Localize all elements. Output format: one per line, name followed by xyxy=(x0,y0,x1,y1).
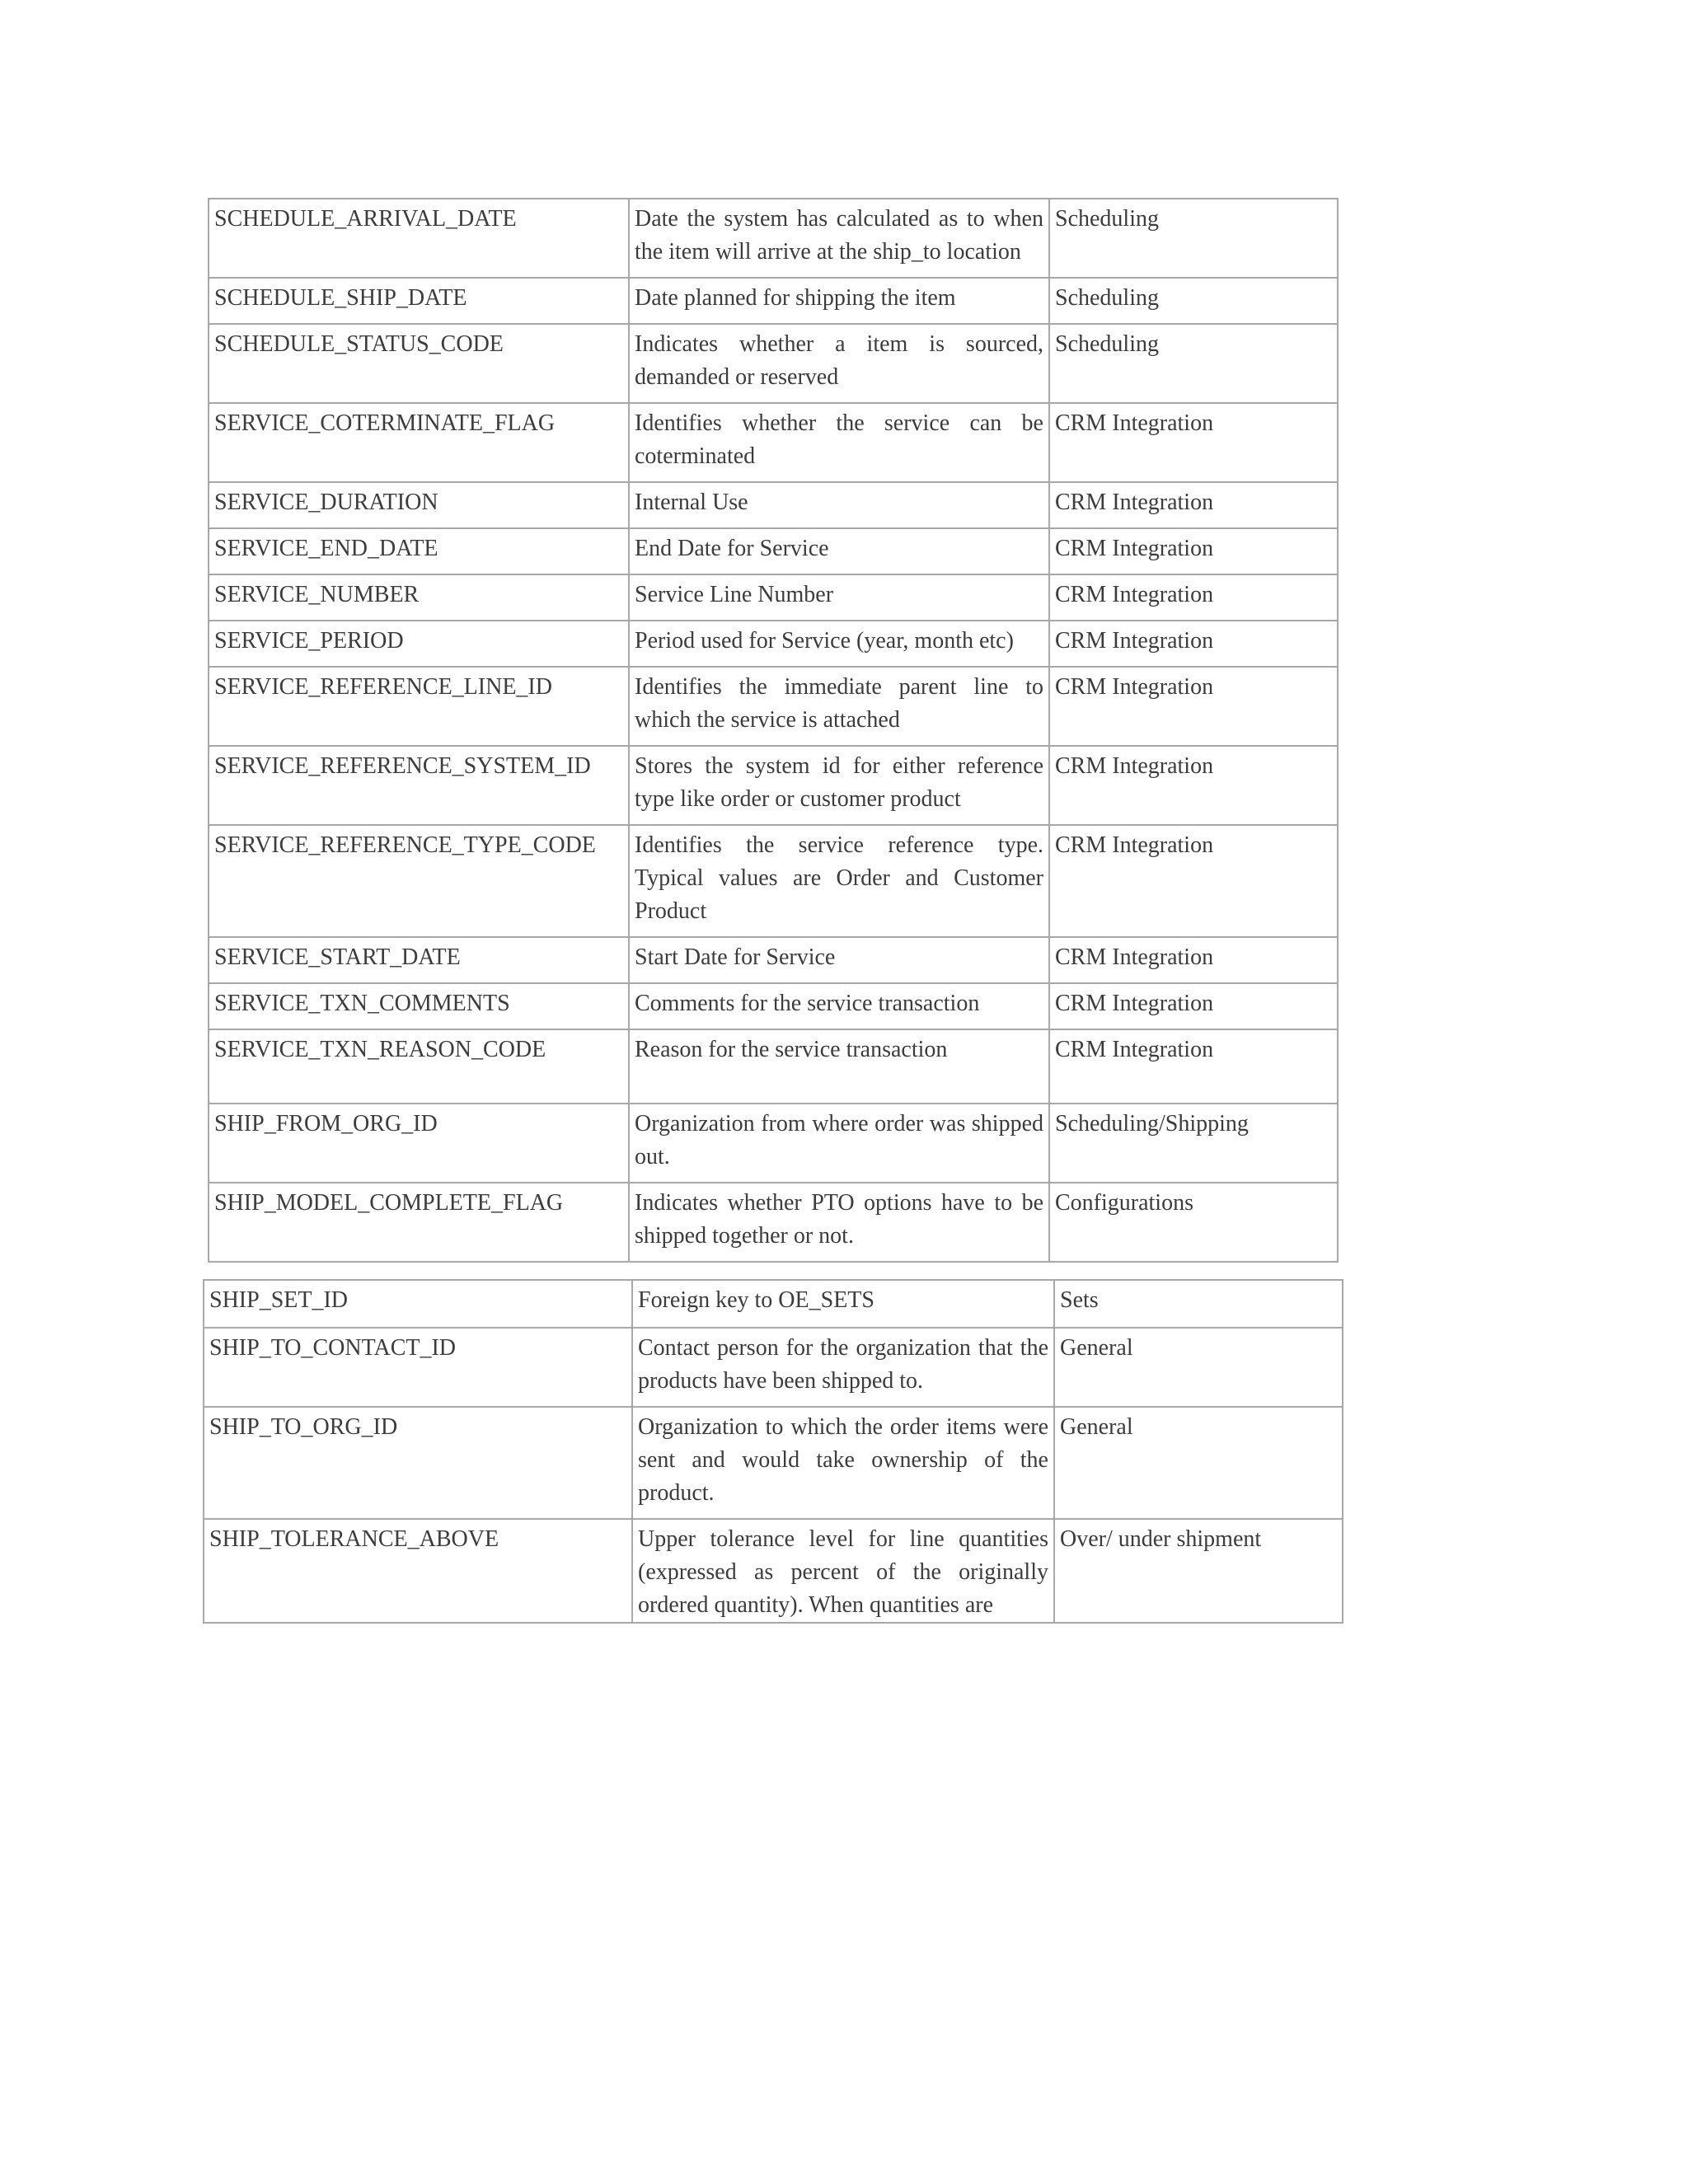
table-row xyxy=(209,199,1338,278)
category-cell: CRM Integration xyxy=(1049,667,1338,746)
table-row xyxy=(209,278,1338,324)
description-cell: Identifies whether the service can be coterminated xyxy=(629,403,1049,482)
field-name-cell: SCHEDULE_ARRIVAL_DATE xyxy=(209,199,629,278)
category-cell: Sets xyxy=(1054,1280,1343,1328)
category-cell: CRM Integration xyxy=(1049,403,1338,482)
description-cell: Reason for the service transaction xyxy=(629,1029,1049,1104)
description-cell: Stores the system id for either reference type like order or customer product xyxy=(629,746,1049,825)
field-name-cell: SERVICE_DURATION xyxy=(209,482,629,528)
description-cell: Upper tolerance level for line quantities (expressed as percent of the originally ordered quantity). When quantities are xyxy=(632,1519,1054,1623)
category-cell: CRM Integration xyxy=(1049,621,1338,667)
field-name-cell: SERVICE_END_DATE xyxy=(209,528,629,574)
description-cell: Indicates whether PTO options have to be shipped together or not. xyxy=(629,1183,1049,1262)
table-row xyxy=(209,482,1338,528)
table-row xyxy=(204,1519,1343,1623)
category-cell: Scheduling xyxy=(1049,324,1338,403)
category-cell: Scheduling/Shipping xyxy=(1049,1104,1338,1183)
field-name-cell: SCHEDULE_SHIP_DATE xyxy=(209,278,629,324)
field-name-cell: SERVICE_NUMBER xyxy=(209,574,629,621)
table-row xyxy=(209,1104,1338,1183)
attribute-table-bottom xyxy=(203,1279,1343,1624)
table-row xyxy=(209,1029,1338,1104)
table-row xyxy=(209,825,1338,937)
category-cell: Over/ under shipment xyxy=(1054,1519,1343,1623)
table-row xyxy=(204,1328,1343,1407)
field-name-cell: SHIP_TOLERANCE_ABOVE xyxy=(204,1519,632,1623)
category-cell: General xyxy=(1054,1328,1343,1407)
description-cell: Organization from where order was shipped out. xyxy=(629,1104,1049,1183)
description-cell: Date planned for shipping the item xyxy=(629,278,1049,324)
field-name-cell: SHIP_MODEL_COMPLETE_FLAG xyxy=(209,1183,629,1262)
category-cell: CRM Integration xyxy=(1049,574,1338,621)
table-row xyxy=(209,1183,1338,1262)
field-name-cell: SHIP_TO_CONTACT_ID xyxy=(204,1328,632,1407)
table-row xyxy=(209,528,1338,574)
field-name-cell: SERVICE_START_DATE xyxy=(209,937,629,983)
category-cell: CRM Integration xyxy=(1049,983,1338,1029)
category-cell: CRM Integration xyxy=(1049,528,1338,574)
field-name-cell: SERVICE_COTERMINATE_FLAG xyxy=(209,403,629,482)
table-row xyxy=(204,1407,1343,1519)
table-row xyxy=(209,746,1338,825)
field-name-cell: SCHEDULE_STATUS_CODE xyxy=(209,324,629,403)
field-name-cell: SERVICE_REFERENCE_LINE_ID xyxy=(209,667,629,746)
category-cell: CRM Integration xyxy=(1049,937,1338,983)
field-name-cell: SHIP_FROM_ORG_ID xyxy=(209,1104,629,1183)
table-row xyxy=(209,403,1338,482)
description-cell: Identifies the immediate parent line to which the service is attached xyxy=(629,667,1049,746)
category-cell: Configurations xyxy=(1049,1183,1338,1262)
field-name-cell: SHIP_TO_ORG_ID xyxy=(204,1407,632,1519)
category-cell: CRM Integration xyxy=(1049,482,1338,528)
table-row xyxy=(209,983,1338,1029)
category-cell: Scheduling xyxy=(1049,199,1338,278)
table-row xyxy=(209,937,1338,983)
description-cell: Indicates whether a item is sourced, demanded or reserved xyxy=(629,324,1049,403)
description-cell: End Date for Service xyxy=(629,528,1049,574)
table-row xyxy=(209,667,1338,746)
category-cell: CRM Integration xyxy=(1049,1029,1338,1104)
table-row xyxy=(209,574,1338,621)
description-cell: Internal Use xyxy=(629,482,1049,528)
table-row xyxy=(209,324,1338,403)
field-name-cell: SERVICE_PERIOD xyxy=(209,621,629,667)
category-cell: Scheduling xyxy=(1049,278,1338,324)
category-cell: CRM Integration xyxy=(1049,746,1338,825)
description-cell: Foreign key to OE_SETS xyxy=(632,1280,1054,1328)
description-cell: Service Line Number xyxy=(629,574,1049,621)
description-cell: Organization to which the order items were sent and would take ownership of the product. xyxy=(632,1407,1054,1519)
description-cell: Date the system has calculated as to when the item will arrive at the ship_to location xyxy=(629,199,1049,278)
description-cell: Period used for Service (year, month etc) xyxy=(629,621,1049,667)
field-name-cell: SERVICE_REFERENCE_TYPE_CODE xyxy=(209,825,629,937)
description-cell: Contact person for the organization that the products have been shipped to. xyxy=(632,1328,1054,1407)
category-cell: General xyxy=(1054,1407,1343,1519)
description-cell: Start Date for Service xyxy=(629,937,1049,983)
category-cell: CRM Integration xyxy=(1049,825,1338,937)
field-name-cell: SERVICE_TXN_REASON_CODE xyxy=(209,1029,629,1104)
description-cell: Identifies the service reference type. Typical values are Order and Customer Product xyxy=(629,825,1049,937)
table-row xyxy=(204,1280,1343,1328)
field-name-cell: SERVICE_TXN_COMMENTS xyxy=(209,983,629,1029)
field-name-cell: SHIP_SET_ID xyxy=(204,1280,632,1328)
description-cell: Comments for the service transaction xyxy=(629,983,1049,1029)
table-row xyxy=(209,621,1338,667)
attribute-table-top xyxy=(208,198,1339,1263)
field-name-cell: SERVICE_REFERENCE_SYSTEM_ID xyxy=(209,746,629,825)
